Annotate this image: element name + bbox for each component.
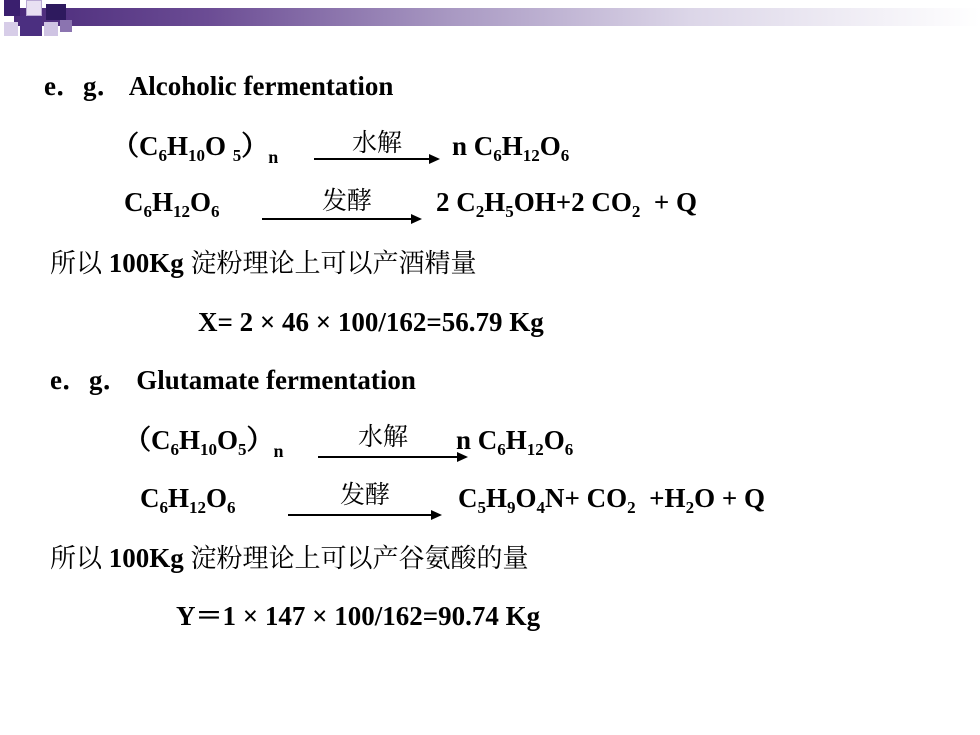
deco-square <box>60 20 72 32</box>
example2-reaction1: $(C_6H_{10}O_5)_n$ <box>124 425 284 461</box>
hydrolysis-label: 水解 <box>352 128 403 157</box>
reaction-arrow <box>262 218 420 220</box>
example2-reaction1-product: n $C_6H_{12}O_6$ <box>456 425 574 459</box>
example2-calculation: Y＝1 × 147 × 100/162=90.74 Kg <box>176 601 541 631</box>
example1-reaction2-products: 2 $C_2H_5OH+2$ $CO_2 + Q$ <box>436 187 698 221</box>
deco-square <box>4 22 18 36</box>
hydrolysis-label: 水解 <box>358 422 409 451</box>
example1-heading: e．g． Alcoholic fermentation <box>44 71 394 101</box>
fermentation-label: 发酵 <box>340 480 391 509</box>
reaction-arrow <box>318 456 466 458</box>
example1-calculation: X= 2 × 46 × 100/162=56.79 Kg <box>198 307 544 337</box>
example2-theory-line: 所以 100Kg 淀粉理论上可以产谷氨酸的量 <box>50 543 529 574</box>
example1-reaction1: （$C_6H_{10}O$ $_5)_n$ <box>112 131 279 167</box>
example1-reaction1-product: n $C_6H_{12}O_6$ <box>452 131 570 165</box>
example2-reaction2-products: $C_5H_9O_4N+ CO_2 +H_2O + Q$ <box>458 483 765 517</box>
deco-square <box>46 4 66 20</box>
deco-square <box>20 16 42 36</box>
example2-reaction2: $C_6H_{12}O_6$ <box>140 483 236 517</box>
deco-square <box>26 0 42 16</box>
example1-theory-line: 所以 100Kg 淀粉理论上可以产酒精量 <box>50 248 477 279</box>
example2-heading: e．g． Glutamate fermentation <box>50 365 416 395</box>
deco-square <box>44 22 58 36</box>
fermentation-label: 发酵 <box>322 186 373 215</box>
deco-square <box>4 0 20 16</box>
reaction-arrow <box>288 514 440 516</box>
header-gradient-bar <box>14 8 980 26</box>
reaction-arrow <box>314 158 438 160</box>
example1-reaction2: $C_6H_{12}O_6$ <box>124 187 220 221</box>
